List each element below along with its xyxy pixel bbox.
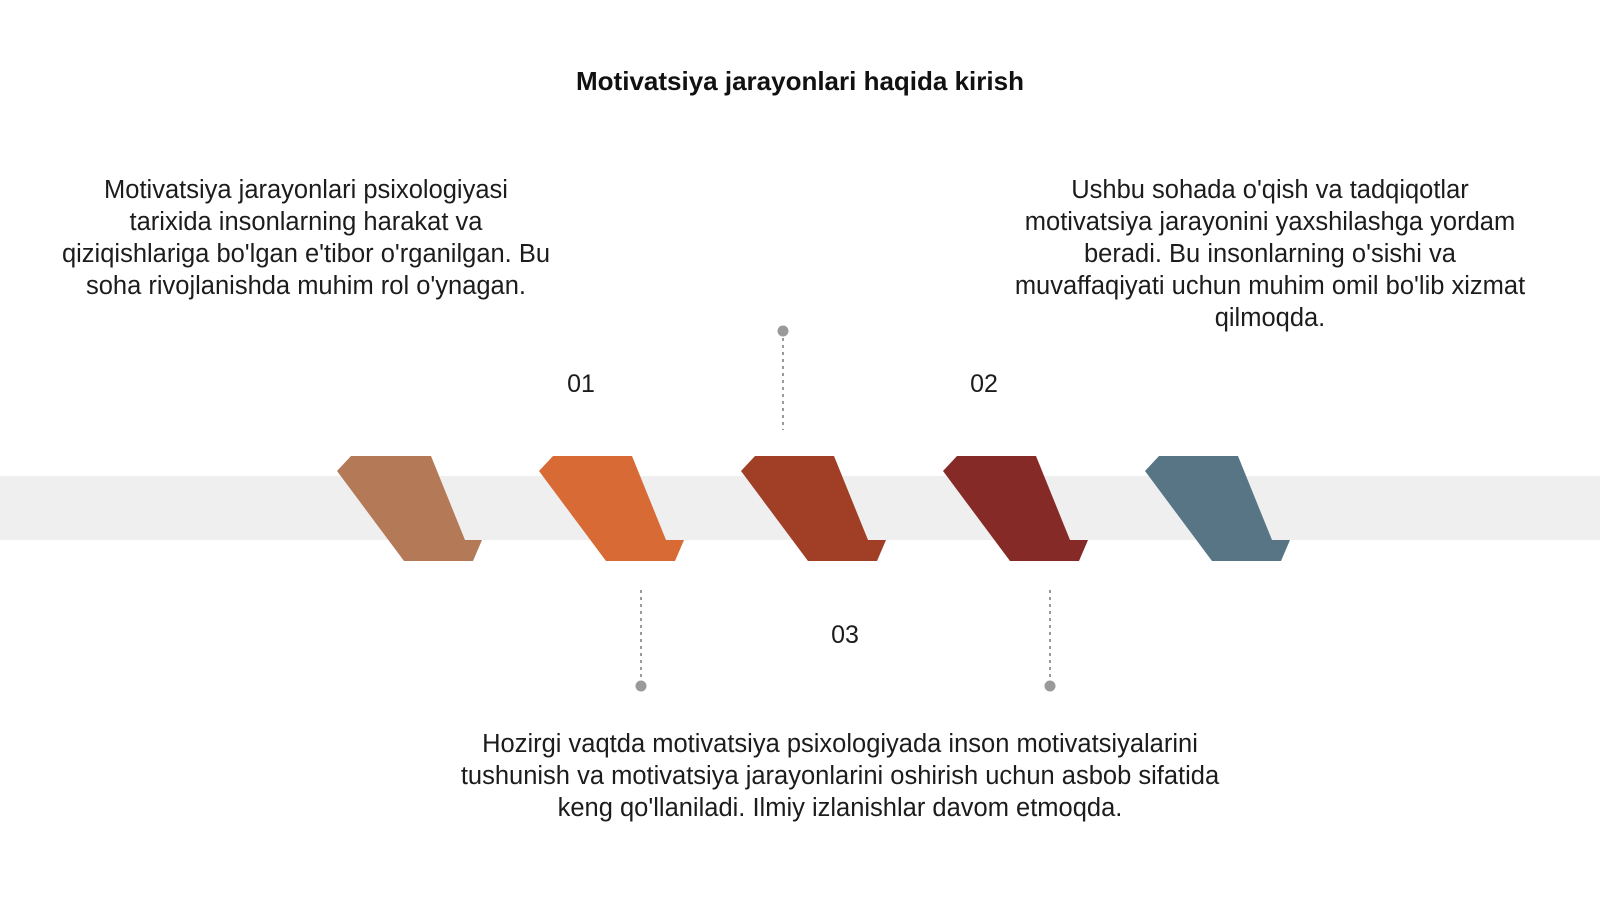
chevron-2	[539, 456, 684, 561]
step-2-number: 02	[970, 370, 998, 398]
step-3-text: Hozirgi vaqtda motivatsiya psixologiyada inson motivatsiyalarini tushunish va motivatsiya jarayonlarini oshirish uchun asbob sifatida keng qo'llaniladi. Ilmiy izlanishlar davom etmoqda.	[460, 730, 1220, 822]
chevron-3	[741, 456, 886, 561]
connector-dot-bottom-left	[636, 681, 647, 692]
slide-title: Motivatsiya jarayonlari haqida kirish	[576, 66, 1024, 96]
connector-dot-bottom-right	[1045, 681, 1056, 692]
chevron-4	[943, 456, 1088, 561]
chevron-5	[1145, 456, 1290, 561]
step-1-text: Motivatsiya jarayonlari psixologiyasi tarixida insonlarning harakat va qiziqishlariga bo'lgan e'tibor o'rganilgan. Bu soha rivojlanishda muhim rol o'ynagan.	[61, 176, 551, 300]
chevron-1	[337, 456, 482, 561]
step-3-number: 03	[831, 621, 859, 649]
step-2-text: Ushbu sohada o'qish va tadqiqotlar motivatsiya jarayonini yaxshilashga yordam beradi. Bu insonlarning o'sishi va muvaffaqiyati uchun muhim omil bo'lib xizmat qilmoqda.	[1014, 176, 1526, 332]
step-1-number: 01	[567, 370, 595, 398]
connector-dot-top	[778, 326, 789, 337]
